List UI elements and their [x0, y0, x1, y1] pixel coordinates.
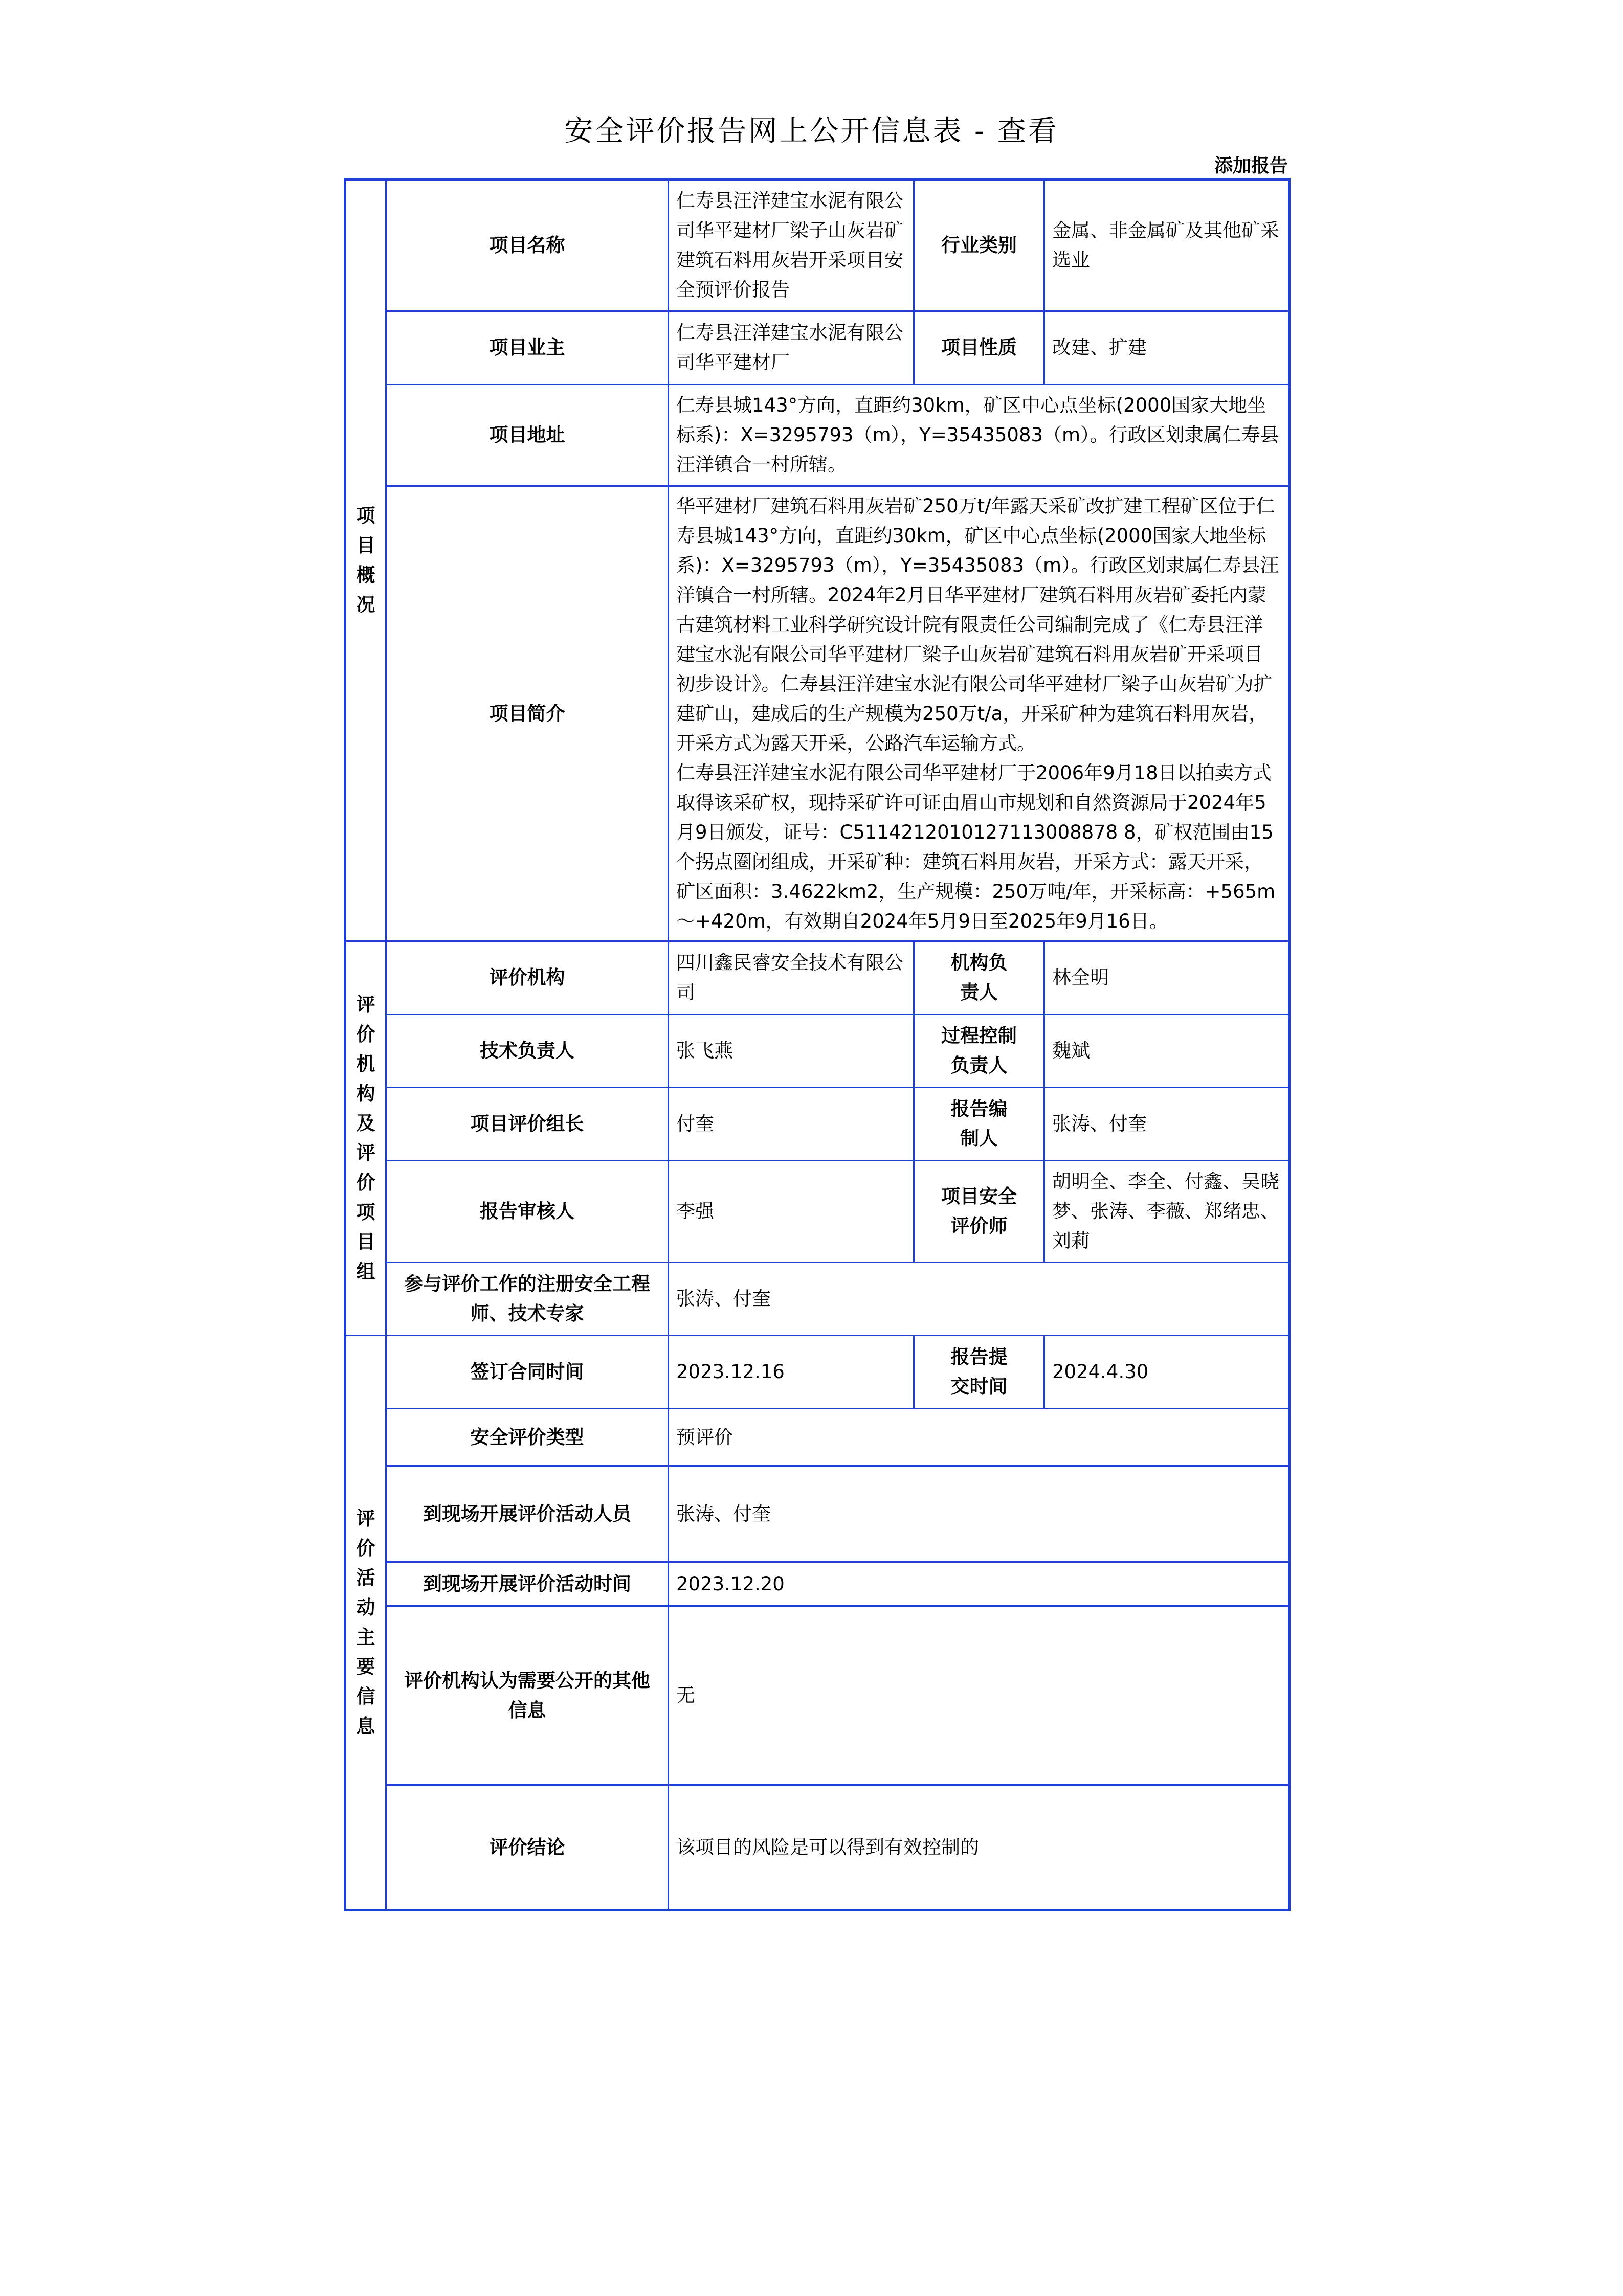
project-name-value: 仁寿县汪洋建宝水泥有限公司华平建材厂梁子山灰岩矿建筑石料用灰岩开采项目安全预评价报告 [669, 179, 914, 311]
onsite-people-value: 张涛、付奎 [669, 1466, 1289, 1562]
tech-value: 张飞燕 [669, 1015, 914, 1088]
table-row [345, 1161, 1289, 1263]
section-label: 评价机构及评价项目组 [356, 994, 375, 1282]
intro-paragraph: 仁寿县汪洋建宝水泥有限公司华平建材厂于2006年9月18日以拍卖方式取得该采矿权，现持采矿许可证由眉山市规划和自然资源局于2024年5月9日颁发，证号：C5114212010127113008878 8，矿权范围由15个拐点圈闭组成，开采矿种：建筑石料用灰岩，开采方式：露天开采，矿区面积：3.4622km2，生产规模：250万吨/年，开采标高：+565m～+420m，有效期自2024年5月9日至2025年9月16日。 [676, 761, 1276, 932]
section-overview [345, 179, 386, 941]
info-table [344, 178, 1291, 1911]
submit-value: 2024.4.30 [1044, 1336, 1289, 1409]
conclusion-value: 该项目的风险是可以得到有效控制的 [669, 1785, 1289, 1910]
onsite-people-label: 到现场开展评价活动人员 [386, 1466, 669, 1562]
other-info-value: 无 [669, 1606, 1289, 1785]
nature-value: 改建、扩建 [1044, 311, 1289, 385]
leader-label: 项目评价组长 [386, 1088, 669, 1161]
leader-value: 付奎 [669, 1088, 914, 1161]
industry-value: 金属、非金属矿及其他矿采选业 [1044, 179, 1289, 311]
address-value: 仁寿县城143°方向，直距约30km，矿区中心点坐标(2000国家大地坐标系)：X=3295793（m），Y=35435083（m）。行政区划隶属仁寿县汪洋镇合一村所辖。 [669, 385, 1289, 486]
add-report-link[interactable]: 添加报告 [1214, 155, 1288, 176]
table-row [345, 311, 1289, 385]
industry-label: 行业类别 [914, 179, 1044, 311]
table-row [345, 1336, 1289, 1409]
table-row [345, 1088, 1289, 1161]
onsite-time-value: 2023.12.20 [669, 1562, 1289, 1606]
submit-label: 报告提交时间 [914, 1336, 1044, 1409]
section-label: 项目概况 [356, 505, 375, 616]
process-value: 魏斌 [1044, 1015, 1289, 1088]
reviewer-label: 报告审核人 [386, 1161, 669, 1263]
page-title: 安全评价报告网上公开信息表 - 查看 [564, 115, 1059, 148]
owner-label: 项目业主 [386, 311, 669, 385]
other-info-label: 评价机构认为需要公开的其他信息 [386, 1606, 669, 1785]
section-label: 评价活动主要信息 [356, 1507, 375, 1737]
onsite-time-label: 到现场开展评价活动时间 [386, 1562, 669, 1606]
project-name-label: 项目名称 [386, 179, 669, 311]
section-org [345, 941, 386, 1336]
tech-label: 技术负责人 [386, 1015, 669, 1088]
intro-label: 项目简介 [386, 486, 669, 941]
engineers-value: 张涛、付奎 [669, 1263, 1289, 1336]
table-row [345, 486, 1289, 941]
writer-label: 报告编制人 [914, 1088, 1044, 1161]
type-label: 安全评价类型 [386, 1409, 669, 1466]
table-row [345, 1606, 1289, 1785]
conclusion-label: 评价结论 [386, 1785, 669, 1910]
owner-value: 仁寿县汪洋建宝水泥有限公司华平建材厂 [669, 311, 914, 385]
agency-label: 评价机构 [386, 941, 669, 1015]
section-activity [345, 1336, 386, 1910]
table-row [345, 1409, 1289, 1466]
table-row [345, 385, 1289, 486]
evaluators-value: 胡明全、李全、付鑫、吴晓梦、张涛、李薇、郑绪忠、刘莉 [1044, 1161, 1289, 1263]
table-row [345, 179, 1289, 311]
agency-value: 四川鑫民睿安全技术有限公司 [669, 941, 914, 1015]
intro-paragraph: 华平建材厂建筑石料用灰岩矿250万t/年露天采矿改扩建工程矿区位于仁寿县城143°方向，直距约30km，矿区中心点坐标(2000国家大地坐标系)：X=3295793（m），Y=35435083（m）。行政区划隶属仁寿县汪洋镇合一村所辖。2024年2月日华平建材厂建筑石料用灰岩矿委托内蒙古建筑材料工业科学研究设计院有限责任公司编制完成了《仁寿县汪洋建宝水泥有限公司华平建材厂梁子山灰岩矿建筑石料用灰岩矿开采项目初步设计》。仁寿县汪洋建宝水泥有限公司华平建材厂梁子山灰岩矿为扩建矿山，建成后的生产规模为250万t/a，开采矿种为建筑石料用灰岩，开采方式为露天开采，公路汽车运输方式。 [676, 494, 1279, 754]
nature-label: 项目性质 [914, 311, 1044, 385]
intro-value [669, 486, 1289, 941]
contract-value: 2023.12.16 [669, 1336, 914, 1409]
process-label: 过程控制负责人 [914, 1015, 1044, 1088]
table-row [345, 941, 1289, 1015]
type-value: 预评价 [669, 1409, 1289, 1466]
table-row [345, 1466, 1289, 1562]
address-label: 项目地址 [386, 385, 669, 486]
table-row [345, 1263, 1289, 1336]
table-row [345, 1785, 1289, 1910]
contract-label: 签订合同时间 [386, 1336, 669, 1409]
evaluators-label: 项目安全评价师 [914, 1161, 1044, 1263]
reviewer-value: 李强 [669, 1161, 914, 1263]
agency-head-label: 机构负责人 [914, 941, 1044, 1015]
writer-value: 张涛、付奎 [1044, 1088, 1289, 1161]
engineers-label: 参与评价工作的注册安全工程师、技术专家 [386, 1263, 669, 1336]
table-row [345, 1562, 1289, 1606]
table-row [345, 1015, 1289, 1088]
agency-head-value: 林全明 [1044, 941, 1289, 1015]
